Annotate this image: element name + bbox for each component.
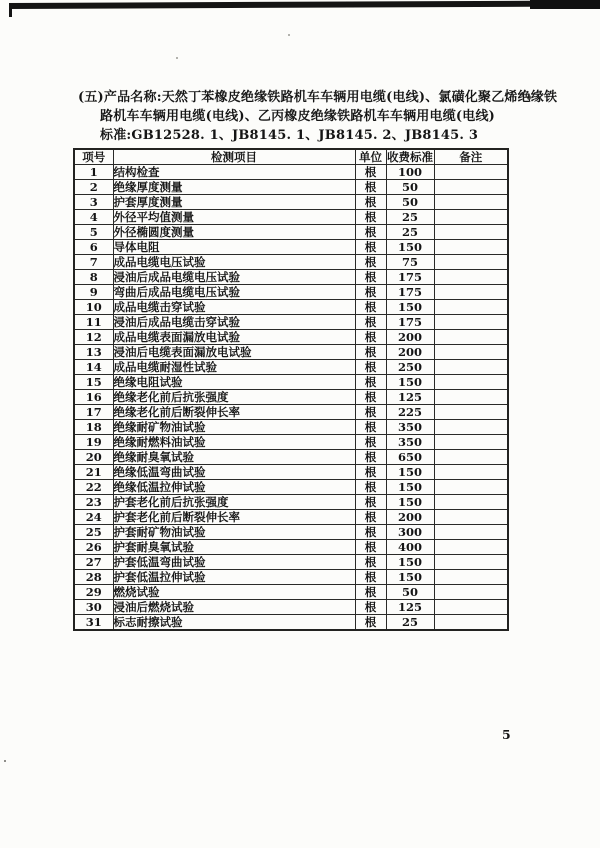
cell-item: 绝缘老化前后断裂伸长率 — [113, 405, 355, 420]
table-row — [74, 345, 508, 360]
cell-item: 弯曲后成品电缆电压试验 — [113, 285, 355, 300]
cell-note — [434, 255, 508, 270]
cell-unit: 根 — [355, 570, 386, 585]
table-row — [74, 315, 508, 330]
table-row — [74, 540, 508, 555]
table-row — [74, 255, 508, 270]
cell-item: 外径平均值测量 — [113, 210, 355, 225]
cell-item: 绝缘老化前后抗张强度 — [113, 390, 355, 405]
cell-unit: 根 — [355, 465, 386, 480]
cell-item: 护套耐臭氧试验 — [113, 540, 355, 555]
cell-unit: 根 — [355, 420, 386, 435]
cell-no: 15 — [74, 375, 113, 390]
column-header-fee: 收费标准 — [387, 150, 433, 164]
cell-fee: 50 — [386, 195, 434, 210]
cell-fee: 300 — [386, 525, 434, 540]
cell-note — [434, 435, 508, 450]
product-name-line-2: 路机车车辆用电缆(电线)、乙丙橡皮绝缘铁路机车车辆用电缆(电线) — [100, 109, 496, 124]
cell-note — [434, 375, 508, 390]
cell-fee: 350 — [386, 435, 434, 450]
scan-edge-artifact-corner — [530, 0, 600, 9]
cell-unit: 根 — [355, 585, 386, 600]
fee-standard-table — [73, 148, 509, 631]
cell-note — [434, 180, 508, 195]
table-row — [74, 615, 508, 631]
table-row — [74, 480, 508, 495]
cell-unit: 根 — [355, 480, 386, 495]
cell-unit: 根 — [355, 165, 386, 180]
cell-no: 10 — [74, 300, 113, 315]
cell-no: 31 — [74, 615, 113, 631]
product-name-line-1: (五)产品名称:天然丁苯橡皮绝缘铁路机车车辆用电缆(电线)、氯磺化聚乙烯绝缘铁 — [78, 90, 558, 105]
cell-item: 绝缘耐燃料油试验 — [113, 435, 355, 450]
table-header-row — [74, 149, 508, 165]
table-row — [74, 360, 508, 375]
cell-unit: 根 — [355, 210, 386, 225]
cell-note — [434, 525, 508, 540]
cell-fee: 150 — [386, 300, 434, 315]
table-row — [74, 225, 508, 240]
cell-no: 12 — [74, 330, 113, 345]
cell-no: 22 — [74, 480, 113, 495]
cell-no: 17 — [74, 405, 113, 420]
cell-note — [434, 225, 508, 240]
cell-unit: 根 — [355, 270, 386, 285]
cell-unit: 根 — [355, 540, 386, 555]
cell-no: 14 — [74, 360, 113, 375]
table-row — [74, 510, 508, 525]
table-row — [74, 450, 508, 465]
cell-note — [434, 570, 508, 585]
cell-note — [434, 465, 508, 480]
table-row — [74, 390, 508, 405]
cell-note — [434, 165, 508, 180]
cell-note — [434, 330, 508, 345]
cell-item: 绝缘厚度测量 — [113, 180, 355, 195]
cell-fee: 50 — [386, 180, 434, 195]
cell-fee: 75 — [386, 255, 434, 270]
cell-note — [434, 345, 508, 360]
table-row — [74, 465, 508, 480]
cell-item: 绝缘耐臭氧试验 — [113, 450, 355, 465]
column-header-item: 检测项目 — [113, 149, 355, 165]
cell-unit: 根 — [355, 330, 386, 345]
cell-no: 27 — [74, 555, 113, 570]
cell-no: 26 — [74, 540, 113, 555]
cell-note — [434, 480, 508, 495]
cell-unit: 根 — [355, 315, 386, 330]
cell-unit: 根 — [355, 195, 386, 210]
cell-note — [434, 420, 508, 435]
cell-item: 浸油后电缆表面漏放电试验 — [113, 345, 355, 360]
cell-fee: 650 — [386, 450, 434, 465]
scan-edge-artifact-tick — [9, 4, 12, 17]
cell-unit: 根 — [355, 285, 386, 300]
table-row — [74, 570, 508, 585]
cell-fee: 150 — [386, 570, 434, 585]
cell-no: 23 — [74, 495, 113, 510]
cell-note — [434, 285, 508, 300]
table-row — [74, 270, 508, 285]
cell-no: 18 — [74, 420, 113, 435]
cell-item: 绝缘耐矿物油试验 — [113, 420, 355, 435]
document-header — [78, 88, 558, 145]
scan-speckle — [176, 57, 178, 59]
cell-note — [434, 555, 508, 570]
cell-no: 7 — [74, 255, 113, 270]
table-row — [74, 585, 508, 600]
cell-no: 24 — [74, 510, 113, 525]
cell-note — [434, 600, 508, 615]
cell-unit: 根 — [355, 225, 386, 240]
cell-note — [434, 270, 508, 285]
table-row — [74, 600, 508, 615]
cell-no: 16 — [74, 390, 113, 405]
cell-no: 9 — [74, 285, 113, 300]
column-header-note: 备注 — [434, 149, 508, 165]
cell-fee: 125 — [386, 390, 434, 405]
cell-no: 8 — [74, 270, 113, 285]
cell-item: 标志耐擦试验 — [113, 615, 355, 631]
scan-speckle — [4, 760, 6, 762]
cell-item: 浸油后成品电缆击穿试验 — [113, 315, 355, 330]
cell-no: 28 — [74, 570, 113, 585]
cell-fee: 225 — [386, 405, 434, 420]
cell-item: 燃烧试验 — [113, 585, 355, 600]
cell-item: 护套老化前后抗张强度 — [113, 495, 355, 510]
cell-fee: 175 — [386, 315, 434, 330]
cell-fee: 150 — [386, 495, 434, 510]
cell-note — [434, 405, 508, 420]
cell-item: 绝缘低温弯曲试验 — [113, 465, 355, 480]
table-row — [74, 375, 508, 390]
cell-unit: 根 — [355, 435, 386, 450]
cell-fee: 175 — [386, 270, 434, 285]
cell-unit: 根 — [355, 495, 386, 510]
cell-fee: 150 — [386, 480, 434, 495]
cell-note — [434, 360, 508, 375]
cell-fee: 125 — [386, 600, 434, 615]
table-row — [74, 165, 508, 180]
table-row — [74, 555, 508, 570]
cell-note — [434, 540, 508, 555]
cell-unit: 根 — [355, 525, 386, 540]
cell-note — [434, 315, 508, 330]
cell-item: 结构检查 — [113, 165, 355, 180]
cell-item: 护套耐矿物油试验 — [113, 525, 355, 540]
cell-unit: 根 — [355, 180, 386, 195]
cell-item: 导体电阻 — [113, 240, 355, 255]
table-row — [74, 195, 508, 210]
cell-item: 浸油后成品电缆电压试验 — [113, 270, 355, 285]
cell-note — [434, 210, 508, 225]
cell-no: 3 — [74, 195, 113, 210]
cell-fee: 150 — [386, 375, 434, 390]
cell-fee: 400 — [386, 540, 434, 555]
cell-unit: 根 — [355, 390, 386, 405]
cell-item: 成品电缆表面漏放电试验 — [113, 330, 355, 345]
cell-fee: 350 — [386, 420, 434, 435]
cell-unit: 根 — [355, 615, 386, 631]
scan-speckle — [288, 34, 290, 36]
cell-item: 护套老化前后断裂伸长率 — [113, 510, 355, 525]
cell-note — [434, 510, 508, 525]
table-row — [74, 405, 508, 420]
cell-note — [434, 585, 508, 600]
cell-item: 绝缘低温拉伸试验 — [113, 480, 355, 495]
cell-fee: 100 — [386, 165, 434, 180]
table-row — [74, 435, 508, 450]
column-header-no: 项号 — [74, 149, 113, 165]
standard-line: 标准:GB12528. 1、JB8145. 1、JB8145. 2、JB8145. 3 — [100, 128, 479, 143]
cell-no: 20 — [74, 450, 113, 465]
cell-fee: 200 — [386, 330, 434, 345]
page-number: 5 — [502, 727, 511, 742]
scan-edge-artifact-top — [9, 0, 600, 9]
column-header-unit: 单位 — [355, 149, 386, 165]
cell-item: 成品电缆击穿试验 — [113, 300, 355, 315]
cell-item: 成品电缆电压试验 — [113, 255, 355, 270]
cell-no: 6 — [74, 240, 113, 255]
cell-no: 19 — [74, 435, 113, 450]
table-row — [74, 180, 508, 195]
cell-fee: 200 — [386, 510, 434, 525]
cell-item: 成品电缆耐湿性试验 — [113, 360, 355, 375]
cell-fee: 150 — [386, 240, 434, 255]
cell-note — [434, 240, 508, 255]
cell-note — [434, 450, 508, 465]
cell-no: 21 — [74, 465, 113, 480]
cell-fee: 150 — [386, 555, 434, 570]
table-row — [74, 330, 508, 345]
cell-unit: 根 — [355, 255, 386, 270]
cell-unit: 根 — [355, 450, 386, 465]
cell-fee: 175 — [386, 285, 434, 300]
cell-fee: 250 — [386, 360, 434, 375]
cell-fee: 50 — [386, 585, 434, 600]
cell-fee: 25 — [386, 615, 434, 631]
fee-table-body — [74, 165, 508, 631]
cell-no: 5 — [74, 225, 113, 240]
cell-item: 护套低温拉伸试验 — [113, 570, 355, 585]
table-row — [74, 300, 508, 315]
cell-no: 2 — [74, 180, 113, 195]
cell-unit: 根 — [355, 405, 386, 420]
cell-note — [434, 300, 508, 315]
cell-no: 4 — [74, 210, 113, 225]
cell-fee: 25 — [386, 210, 434, 225]
cell-no: 29 — [74, 585, 113, 600]
cell-fee: 25 — [386, 225, 434, 240]
cell-note — [434, 495, 508, 510]
cell-unit: 根 — [355, 300, 386, 315]
table-row — [74, 525, 508, 540]
table-row — [74, 285, 508, 300]
table-row — [74, 210, 508, 225]
cell-no: 11 — [74, 315, 113, 330]
table-row — [74, 495, 508, 510]
cell-fee: 200 — [386, 345, 434, 360]
cell-item: 绝缘电阻试验 — [113, 375, 355, 390]
cell-item: 浸油后燃烧试验 — [113, 600, 355, 615]
cell-unit: 根 — [355, 555, 386, 570]
cell-no: 13 — [74, 345, 113, 360]
cell-note — [434, 195, 508, 210]
cell-no: 30 — [74, 600, 113, 615]
table-row — [74, 420, 508, 435]
cell-unit: 根 — [355, 345, 386, 360]
cell-note — [434, 615, 508, 631]
cell-unit: 根 — [355, 240, 386, 255]
cell-no: 1 — [74, 165, 113, 180]
cell-fee: 150 — [386, 465, 434, 480]
cell-item: 外径椭圆度测量 — [113, 225, 355, 240]
cell-note — [434, 390, 508, 405]
cell-no: 25 — [74, 525, 113, 540]
cell-unit: 根 — [355, 375, 386, 390]
cell-unit: 根 — [355, 600, 386, 615]
cell-item: 护套低温弯曲试验 — [113, 555, 355, 570]
cell-unit: 根 — [355, 510, 386, 525]
table-row — [74, 240, 508, 255]
cell-item: 护套厚度测量 — [113, 195, 355, 210]
cell-unit: 根 — [355, 360, 386, 375]
